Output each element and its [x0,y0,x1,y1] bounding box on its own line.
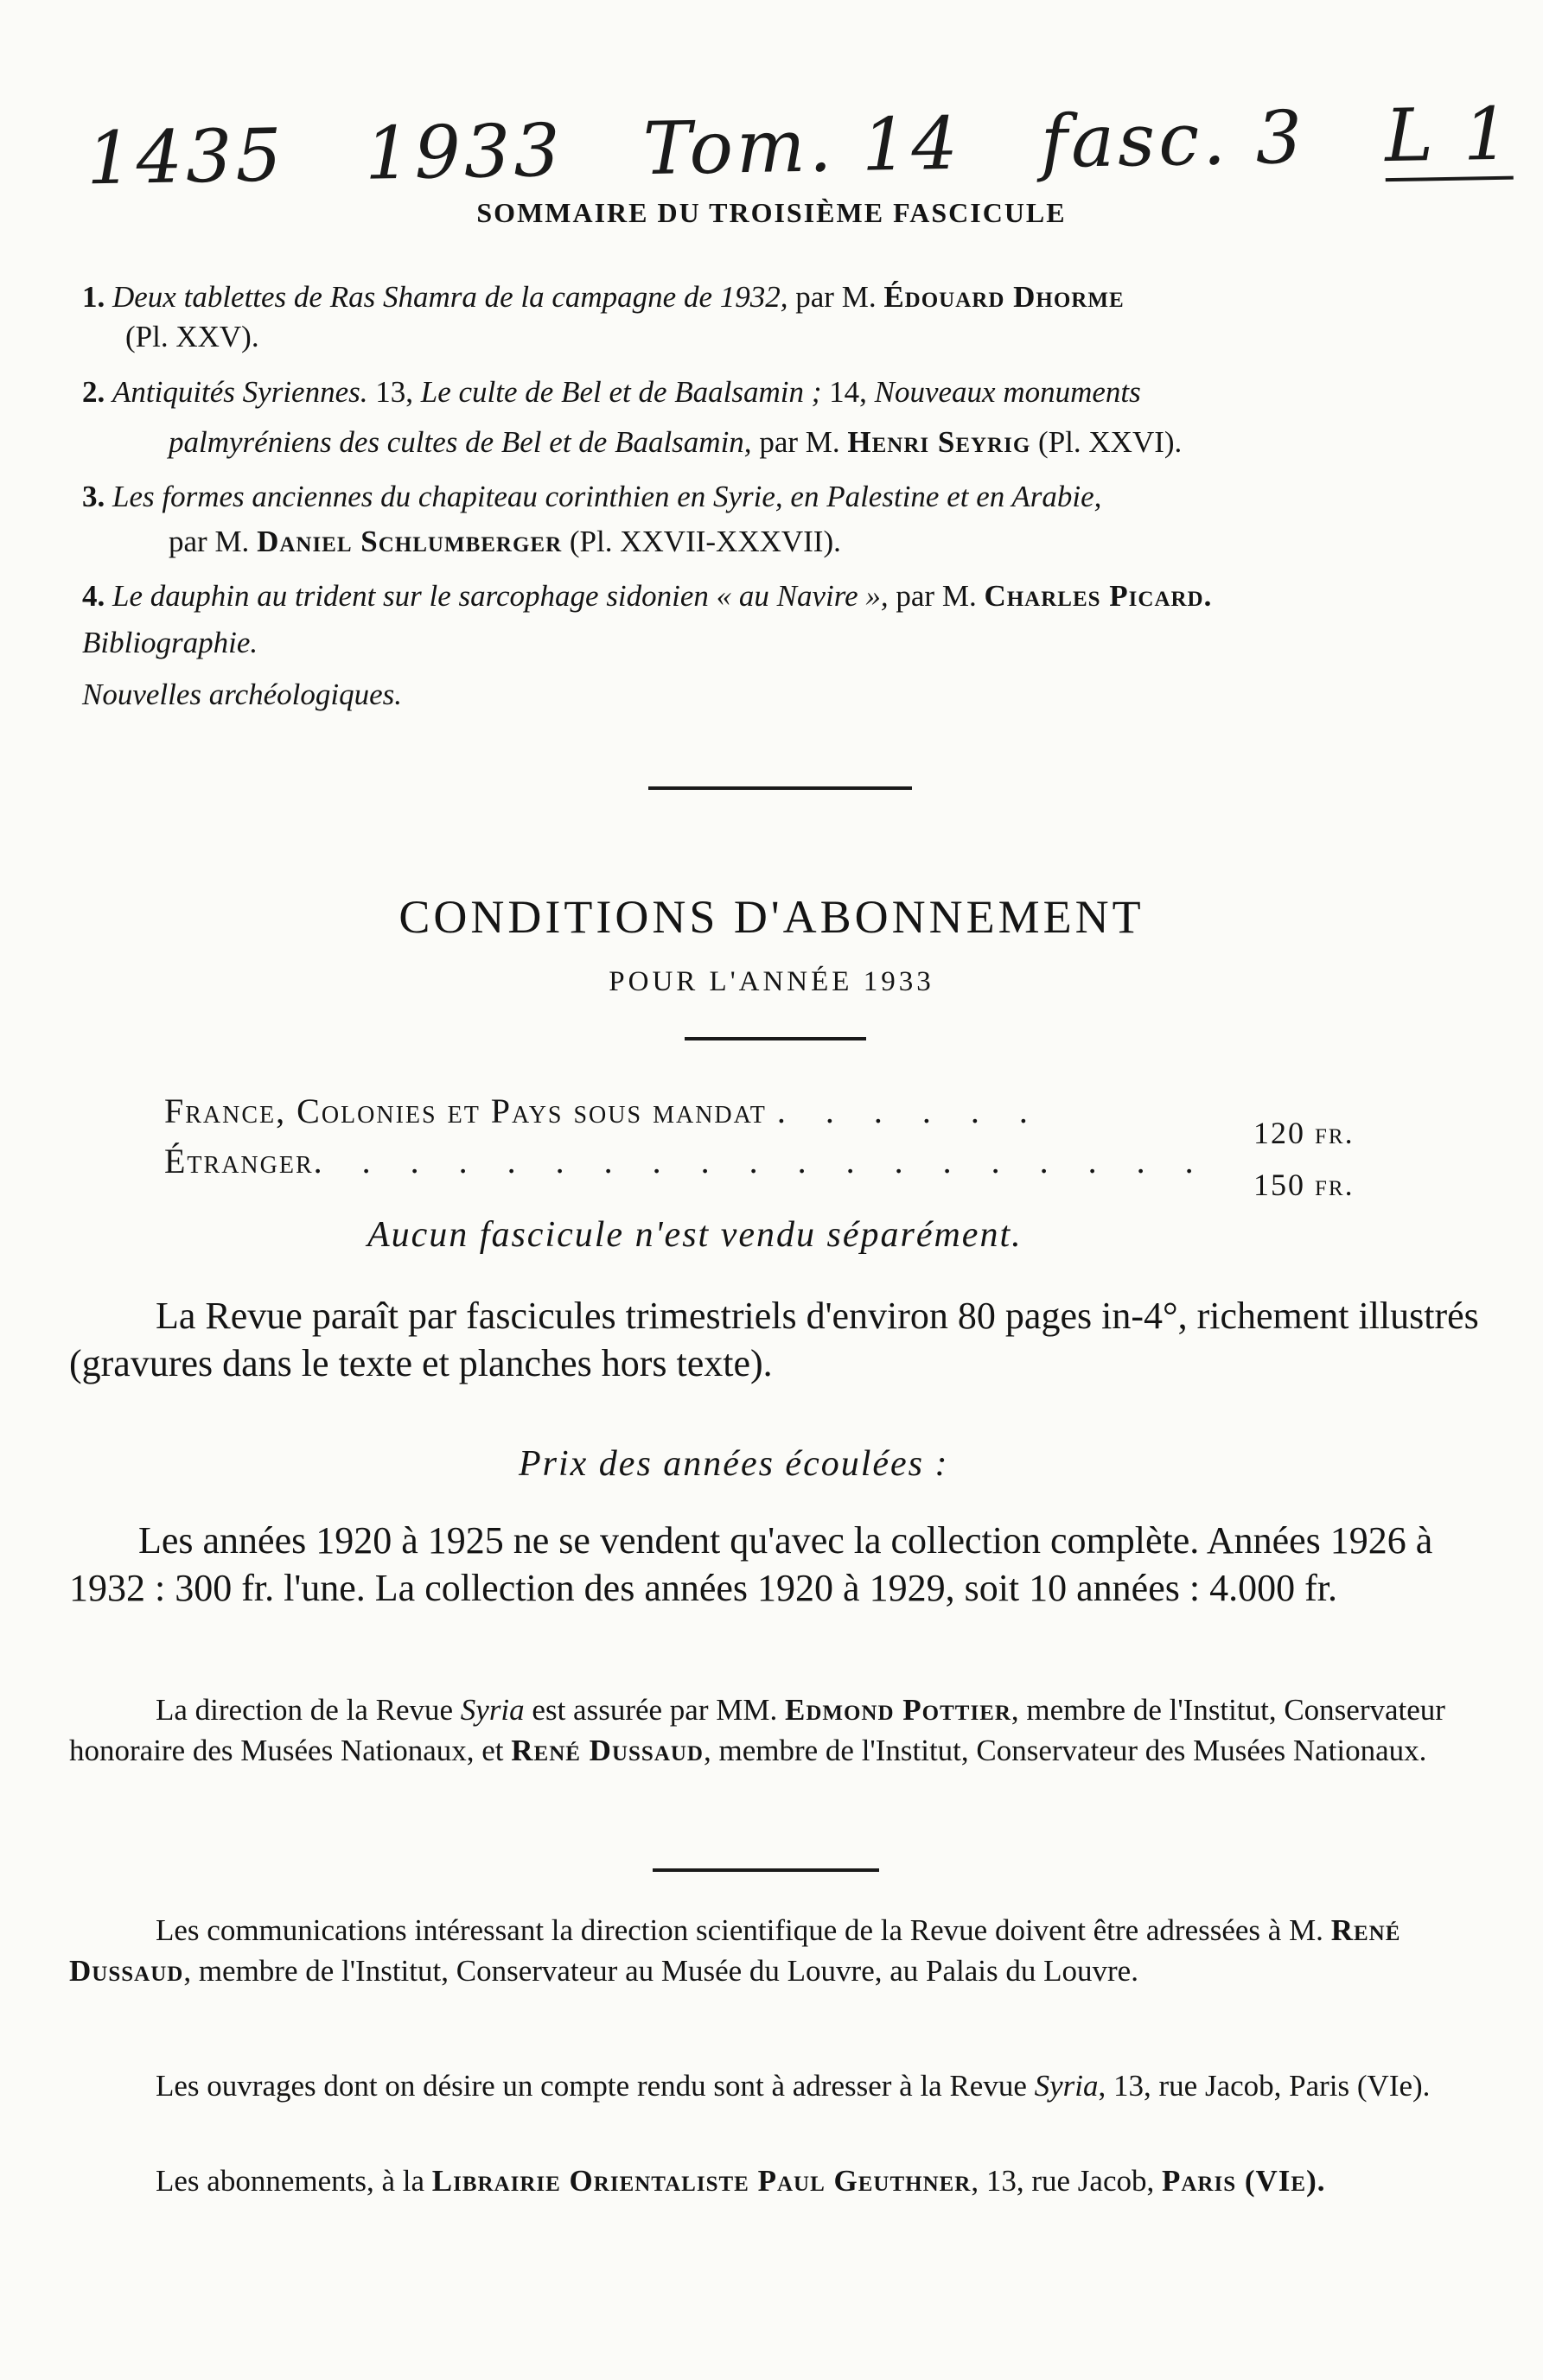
item-plate: (Pl. XXVI). [1038,425,1183,459]
text-run: , 13, rue Jacob, [971,2164,1162,2198]
text-run: , membre de l'Institut, Conservateur au Musée du Louvre, au Palais du Louvre. [183,1954,1138,1989]
divider-rule [653,1868,879,1872]
sommaire-title: SOMMAIRE DU TROISIÈME FASCICULE [476,197,1067,228]
item-by: par M. [896,579,977,613]
text-run: , 13, rue Jacob, Paris (VIe). [1098,2069,1431,2103]
hand-year: 1933 [364,107,564,196]
price-row-etranger [164,1141,1209,1181]
text-run: , membre de l'Institut, Conservateur des Musées Nationaux. [703,1734,1427,1768]
nouvelles-archeologiques [82,676,402,714]
communications-paragraph [69,1910,1474,1992]
text-run: Les abonnements, à la [156,2164,432,2198]
bibliographie-label: Bibliographie. [82,626,258,659]
journal-name: Syria [460,1693,525,1727]
item-by: par M. [759,425,840,459]
direction-paragraph [69,1690,1474,1772]
item-by: par M. [169,525,250,558]
price-leader: . . . . . . . . . . . . . . . . . . . [313,1142,1209,1180]
item-author: Édouard Dhorme [883,280,1125,314]
item-title: Antiquités Syriennes. [112,375,368,409]
sommaire-item-3-cont [169,523,841,561]
item-author: Henri Seyrig [847,425,1031,459]
bibliographie [82,624,258,662]
city-name: Paris (VIe). [1162,2164,1326,2198]
price-label: France, Colonies et Pays sous mandat [164,1091,767,1130]
sommaire-item-4 [82,577,1212,615]
journal-name: Syria [1034,2069,1099,2103]
prix-paragraph: Les années 1920 à 1925 ne se vendent qu'avec la collection complète. Années 1926 à 1932 : 300 fr. l'une. La collection des années 1920 à 1929, soit 10 années : 4.000 fr. [69,1519,1433,1609]
divider-rule [685,1037,866,1040]
price-france: 120 fr. [1253,1116,1355,1150]
item-part-number: 14, [829,375,867,409]
person-name: Edmond Pottier [784,1693,1011,1727]
item-author: Daniel Schlumberger [257,525,563,558]
item-title: Deux tablettes de Ras Shamra de la campagne de 1932, [112,280,788,314]
handwritten-annotation [86,92,1514,201]
conditions-year: POUR L'ANNÉE 1933 [609,966,934,997]
price-label: Étranger [164,1142,314,1180]
item-number: 1. [82,280,105,314]
item-subtitle: Le culte de Bel et de Baalsamin ; [420,375,822,409]
person-name: René Dussaud [511,1734,704,1768]
sommaire-item-1 [82,278,1125,316]
publisher-name: Librairie Orientaliste Paul Geuthner [431,2164,972,2198]
item-title: Le dauphin au trident sur le sarcophage sidonien « au Navire », [112,579,889,613]
sommaire-item-1-plate: (Pl. XXV). [125,320,259,353]
abonnements-paragraph [69,2160,1474,2201]
item-plate: (Pl. XXVII-XXXVII). [569,525,841,558]
item-subtitle: palmyréniens des cultes de Bel et de Baalsamin, [169,425,752,459]
item-by: par M. [795,280,877,314]
sommaire-item-2 [82,373,1141,411]
text-run: La direction de la Revue [156,1693,461,1727]
ouvrages-paragraph [69,2065,1474,2106]
prix-title: Prix des années écoulées : [519,1444,949,1484]
price-row-france [164,1091,1043,1131]
publication-paragraph: La Revue paraît par fascicules trimestriels d'environ 80 pages in-4°, richement illustrés (gravures dans le texte et planches hors texte). [69,1295,1479,1384]
conditions-title: CONDITIONS D'ABONNEMENT [399,891,1144,943]
item-number: 4. [82,579,105,613]
hand-fasc: fasc. 3 [1040,94,1306,185]
text-run: est assurée par MM. [524,1693,785,1727]
sommaire-item-3 [82,478,1101,516]
price-etranger: 150 fr. [1253,1168,1355,1202]
text-run: Les ouvrages dont on désire un compte rendu sont à adresser à la Revue [156,2069,1035,2103]
hand-tome: Tom. 14 [641,100,962,192]
divider-rule [648,786,912,790]
text-run: , membre de l'Institut, Conservateur honoraire des Musées Nationaux, et [69,1693,1445,1768]
hand-ref: 1435 [86,112,286,201]
nouvelles-label: Nouvelles archéologiques. [82,678,403,711]
price-leader: . . . . . . [776,1091,1043,1130]
text-run: Les communications intéressant la direction scientifique de la Revue doivent être adressées à M. [156,1913,1331,1947]
hand-tail: L 1 [1384,92,1514,182]
item-number: 2. [82,375,105,409]
item-title: Les formes anciennes du chapiteau corinthien en Syrie, en Palestine et en Arabie, [112,480,1102,513]
item-author: Charles Picard. [984,579,1213,613]
no-single-issue-note: Aucun fascicule n'est vendu séparément. [367,1215,1023,1255]
item-subtitle: Nouveaux monuments [874,375,1141,409]
person-name: René Dussaud [69,1913,1401,1989]
item-number: 3. [82,480,105,513]
item-part-number: 13, [375,375,414,409]
sommaire-item-2-cont [169,423,1182,461]
